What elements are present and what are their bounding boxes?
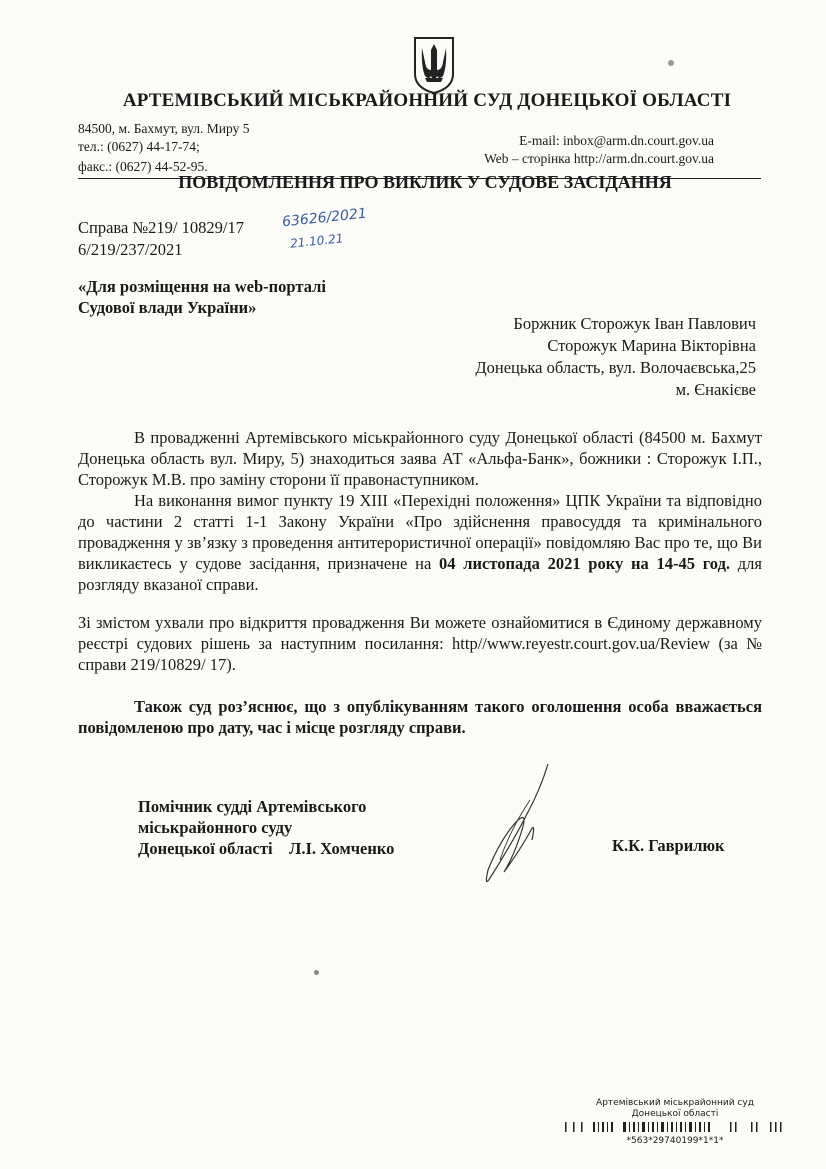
- signature-line: Помічник судді Артемівського: [138, 797, 367, 816]
- coat-of-arms-icon: [411, 36, 457, 94]
- proceeding-number: 6/219/237/2021: [78, 240, 183, 259]
- paragraph-text: На виконання вимог пункту 19 ХІІІ «Перехідні положення» ЦПК України та відповідно до частини 2 статті 1-1 Закону України «Про здійснення правосуддя та кримінального провадження у зв’язку з проведення антитерористичної операції» повідомляю Вас про те, що Ви викликаєтесь у судове засідання, призначене на: [78, 491, 762, 573]
- assistant-signature-block: [138, 796, 394, 859]
- document-title: ПОВІДОМЛЕННЯ ПРО ВИКЛИК У СУДОВЕ ЗАСІДАННЯ: [178, 172, 672, 192]
- recipient-line: Сторожук Марина Вікторівна: [547, 336, 756, 355]
- court-name: АРТЕМІВСЬКИЙ МІСЬКРАЙОННИЙ СУД ДОНЕЦЬКОЇ ОБЛАСТІ: [122, 90, 732, 111]
- judge-name: К.К. Гаврилюк: [612, 836, 725, 855]
- stamp-line: Донецької області: [631, 1109, 719, 1119]
- court-website: Web – сторінка http://arm.dn.court.gov.ua: [484, 151, 714, 166]
- signature-line: Донецької області Л.І. Хомченко: [138, 839, 395, 858]
- handwritten-registration: 63626/2021: [281, 205, 368, 231]
- recipients-block: [336, 313, 756, 401]
- portal-note: [78, 276, 326, 318]
- stamp-line: Артемівський міськрайонний суд: [596, 1098, 754, 1108]
- stamp-code: *563*29740199*1*1*: [626, 1136, 724, 1146]
- portal-note-line: «Для розміщення на web-порталі: [78, 277, 326, 296]
- recipient-line: Донецька область, вул. Волочаєвська,25: [475, 358, 756, 377]
- court-email: E-mail: inbox@arm.dn.court.gov.ua: [519, 133, 714, 148]
- signature-line: міськрайонного суду: [138, 818, 293, 837]
- body-paragraph-2: [78, 490, 762, 595]
- court-fax: факс.: (0627) 44-52-95.: [78, 159, 208, 174]
- recipient-line: Боржник Сторожук Іван Павлович: [513, 314, 756, 333]
- court-phone: тел.: (0627) 44-17-74;: [78, 139, 200, 154]
- barcode-icon: [565, 1122, 785, 1132]
- case-number: Справа №219/ 10829/17: [78, 218, 244, 237]
- registration-stamp: [560, 1098, 790, 1147]
- body-paragraph-4: Також суд роз’яснює, що з опублікуванням такого оголошення особа вважається повідомленою про дату, час і місце розгляду справи.: [78, 697, 762, 737]
- body-paragraph-3: Зі змістом ухвали про відкриття провадження Ви можете ознайомитися в Єдиному державному реєстрі судових рішень за наступним посилання: http//www.reyestr.court.gov.ua/Review (за № справи 219/10829/ 17).: [78, 613, 762, 674]
- body-paragraph-1: В провадженні Артемівського міськрайонного суду Донецької області (84500 м. Бахмут Донецька область вул. Миру, 5) знаходиться заява АТ «Альфа-Банк», божники : Сторожук І.П., Сторожук М.В. про заміну сторони її правонаступником.: [78, 428, 762, 489]
- hearing-datetime: 04 листопада 2021 року на 14-45 год.: [439, 554, 731, 573]
- scan-speck: [668, 60, 674, 66]
- handwritten-date: 21.10.21: [289, 231, 345, 251]
- court-address: 84500, м. Бахмут, вул. Миру 5: [78, 121, 250, 136]
- paragraph-text: для розгляду вказаної справи.: [78, 554, 763, 594]
- handwritten-signature-icon: [470, 760, 580, 890]
- recipient-line: м. Єнакієве: [675, 380, 756, 399]
- scan-speck: [314, 970, 319, 975]
- portal-note-line: Судової влади України»: [78, 298, 257, 317]
